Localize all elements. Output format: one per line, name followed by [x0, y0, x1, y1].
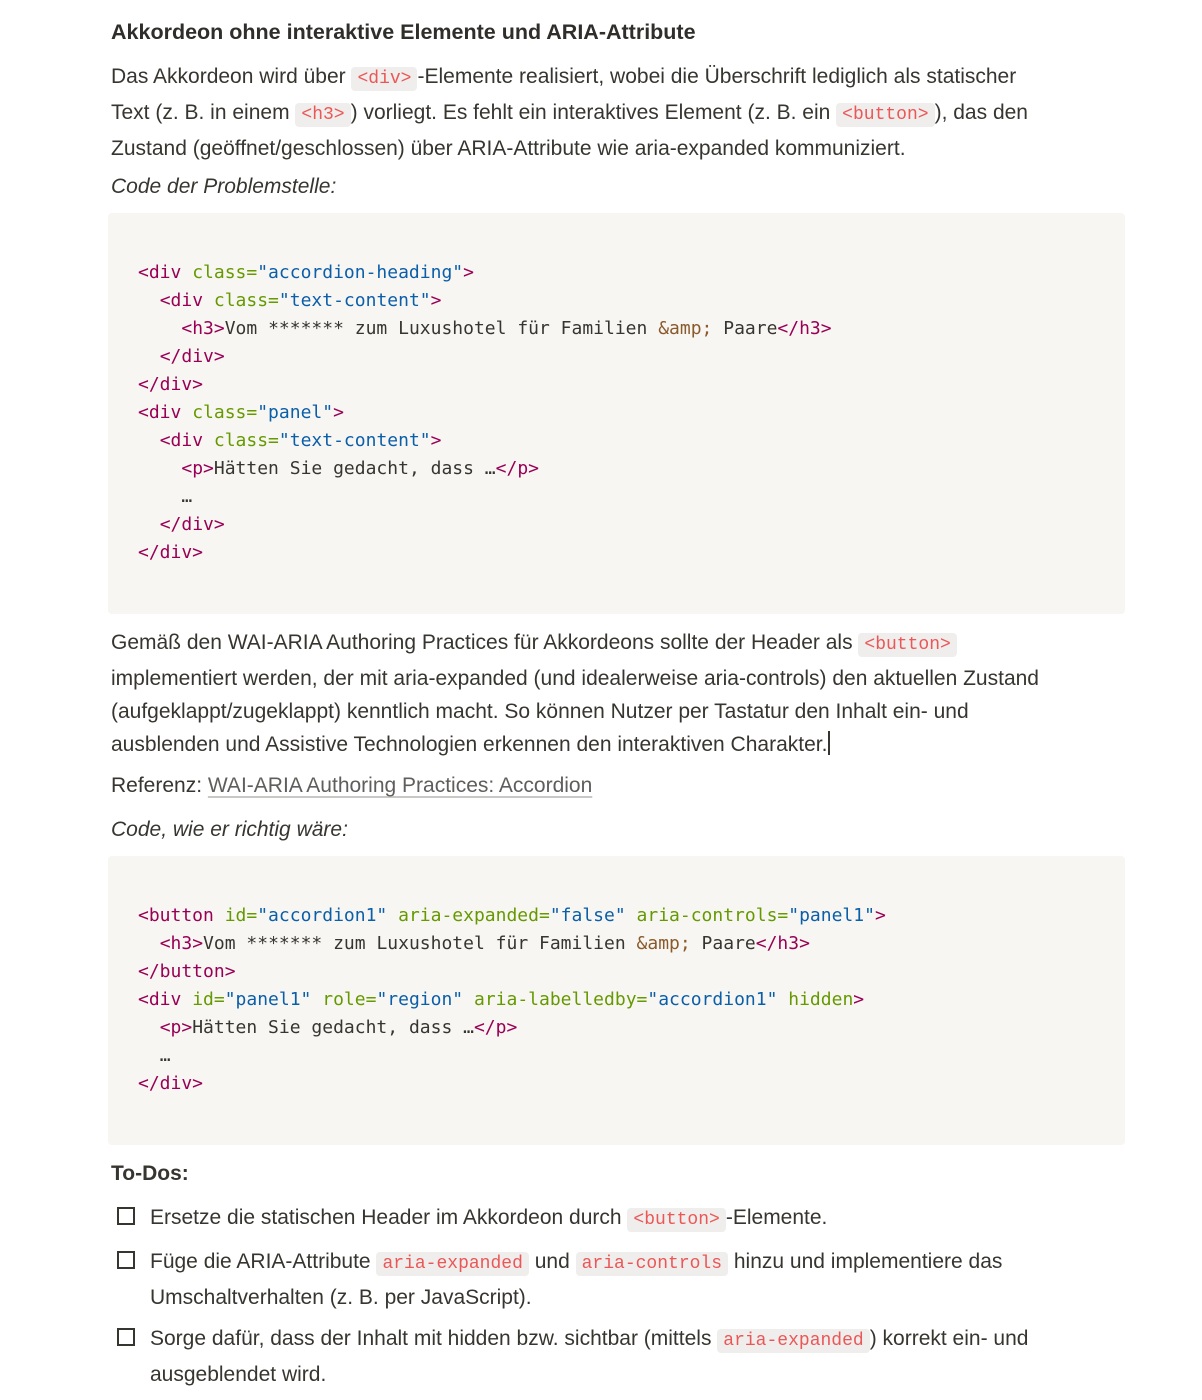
todos-heading: To-Dos:: [111, 1162, 189, 1185]
checkbox-icon[interactable]: [117, 1251, 135, 1269]
explanation-text-3: (aufgeklappt/zugeklappt) kenntlich macht. So können Nutzer per Tastatur den Inhalt ein- und: [111, 700, 969, 723]
intro-text-2: -Elemente realisiert, wobei die Überschrift lediglich als statischer: [417, 65, 1017, 88]
explanation-text-2: implementiert werden, der mit aria-expanded (und idealerweise aria-controls) den aktuellen Zustand: [111, 667, 1039, 690]
explanation-text-4: ausblenden und Assistive Technologien erkennen den interaktiven Charakter.: [111, 733, 828, 756]
intro-text-1: Das Akkordeon wird über: [111, 65, 352, 88]
todo-text: Sorge dafür, dass der Inhalt mit hidden bzw. sichtbar (mittels aria-expanded ) korrekt ein- und ausgeblendet wird.: [150, 1327, 1029, 1386]
intro-text-6: Zustand (geöffnet/geschlossen) über ARIA-Attribute wie aria-expanded kommuniziert.: [111, 137, 906, 160]
explanation-paragraph: [111, 626, 1039, 761]
todo-text: Füge die ARIA-Attribute aria-expanded und aria-controls hinzu und implementiere das Umschaltverhalten (z. B. per JavaScript).: [150, 1250, 1003, 1309]
reference-link[interactable]: WAI-ARIA Authoring Practices: Accordion: [207, 774, 593, 797]
problem-code-label: Code der Problemstelle:: [111, 175, 337, 198]
intro-text-4: ) vorliegt. Es fehlt ein interaktives Element (z. B. ein: [350, 101, 837, 124]
section-heading: Akkordeon ohne interaktive Elemente und ARIA-Attribute: [111, 20, 696, 44]
intro-text-3: Text (z. B. in einem: [111, 101, 296, 124]
correct-code-label: Code, wie er richtig wäre:: [111, 818, 348, 841]
intro-paragraph: [111, 60, 1028, 165]
checkbox-icon[interactable]: [117, 1328, 135, 1346]
reference-label: Referenz:: [111, 774, 208, 797]
text-cursor: [828, 731, 830, 755]
inline-code-div: <div>: [351, 67, 417, 91]
checkbox-icon[interactable]: [117, 1207, 135, 1225]
todo-text: Ersetze die statischen Header im Akkordeon durch <button> -Elemente.: [150, 1206, 828, 1230]
inline-code-aria-controls: aria-controls: [576, 1252, 728, 1276]
inline-code-aria-expanded-2: aria-expanded: [717, 1329, 869, 1353]
inline-code-button: <button>: [836, 103, 934, 127]
inline-code-button-3: <button>: [627, 1208, 725, 1232]
inline-code-aria-expanded: aria-expanded: [376, 1252, 528, 1276]
inline-code-button-2: <button>: [858, 633, 956, 657]
correct-code-block[interactable]: [108, 856, 1125, 1145]
problem-code-block[interactable]: [108, 213, 1125, 614]
intro-text-5: ), das den: [934, 101, 1028, 124]
inline-code-h3: <h3>: [295, 103, 350, 127]
correct-code: <button id="accordion1" aria-expanded="false" aria-controls="panel1"> <h3>Vom ******* zum Luxushotel für Familien &amp; Paare</h3> </button> <div id="panel1" role="region" aria-labelledby="accordion1" hidden> <p>Hätten Sie gedacht, dass …</p> … </div>: [138, 905, 886, 1094]
problem-code: <div class="accordion-heading"> <div class="text-content"> <h3>Vom ******* zum Luxushotel für Familien &amp; Paare</h3> </div> </div> <div class="panel"> <div class="text-content"> <p>Hätten Sie gedacht, dass …</p> … </div> </div>: [138, 262, 832, 563]
explanation-text-1: Gemäß den WAI-ARIA Authoring Practices für Akkordeons sollte der Header als: [111, 631, 859, 654]
reference-line: [111, 769, 592, 802]
